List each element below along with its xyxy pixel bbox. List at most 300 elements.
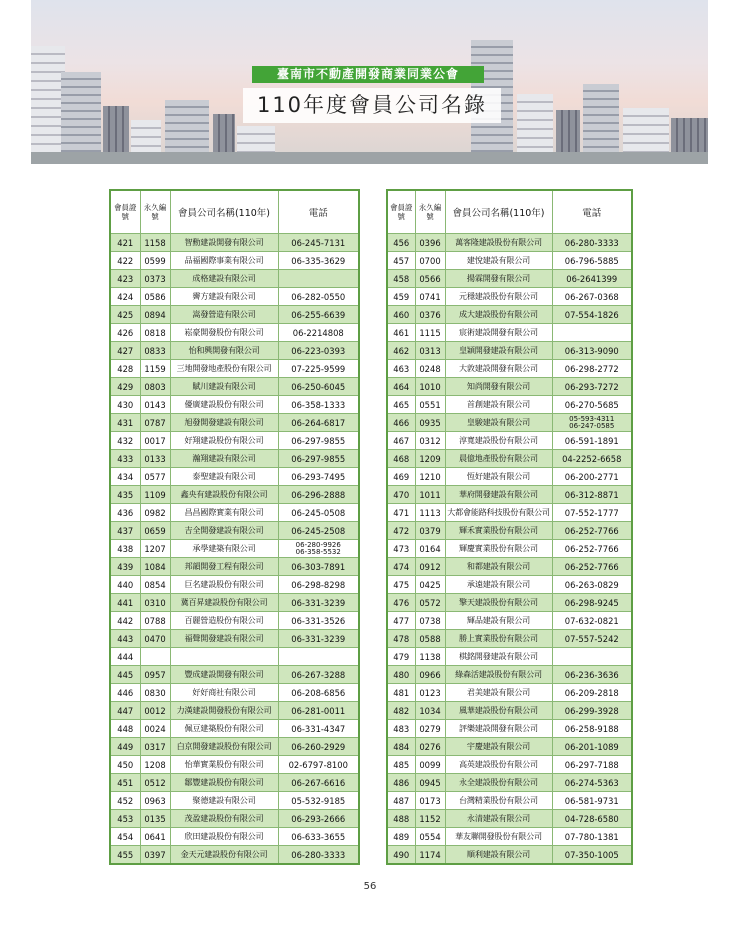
phone-cell: 06-335-3629 [278, 252, 359, 270]
member-no-cell: 469 [387, 468, 415, 486]
phone-cell: 06-331-4347 [278, 720, 359, 738]
phone-cell [552, 324, 632, 342]
perm-no-cell: 1113 [415, 504, 445, 522]
company-name-cell: 賦川建設有限公司 [170, 378, 278, 396]
table-row [387, 342, 632, 360]
phone-cell: 06-281-0011 [278, 702, 359, 720]
table-row [110, 684, 359, 702]
member-no-cell: 474 [387, 558, 415, 576]
perm-no-cell: 1158 [140, 234, 170, 252]
table-row [387, 450, 632, 468]
member-no-cell: 466 [387, 414, 415, 432]
company-name-cell: 好翔建設股份有限公司 [170, 432, 278, 450]
company-name-cell [170, 648, 278, 666]
company-name-cell: 怡和興開發有限公司 [170, 342, 278, 360]
company-name-cell: 大敦建設開發有限公司 [445, 360, 552, 378]
perm-no-cell: 0966 [415, 666, 445, 684]
member-no-cell: 488 [387, 810, 415, 828]
banner-building [31, 46, 65, 164]
company-name-cell: 棋銘開發建設有限公司 [445, 648, 552, 666]
company-name-cell: 旭發開發建設有限公司 [170, 414, 278, 432]
perm-no-cell: 0957 [140, 666, 170, 684]
perm-no-cell: 0700 [415, 252, 445, 270]
perm-no-cell: 0312 [415, 432, 445, 450]
phone-cell: 07-557-5242 [552, 630, 632, 648]
table-row [387, 594, 632, 612]
member-no-cell: 477 [387, 612, 415, 630]
company-name-cell: 佩豆建築股份有限公司 [170, 720, 278, 738]
table-row [387, 306, 632, 324]
table-row [110, 756, 359, 774]
perm-no-cell: 0566 [415, 270, 445, 288]
perm-no-cell: 0854 [140, 576, 170, 594]
table-row [110, 540, 359, 558]
member-no-cell: 441 [110, 594, 140, 612]
perm-no-cell: 0173 [415, 792, 445, 810]
perm-no-cell: 0024 [140, 720, 170, 738]
phone-cell: 06-298-9245 [552, 594, 632, 612]
phone-cell: 06-200-2771 [552, 468, 632, 486]
phone-cell: 04-2252-6658 [552, 450, 632, 468]
company-name-cell: 華府開發建設有限公司 [445, 486, 552, 504]
company-name-cell: 擎天建設股份有限公司 [445, 594, 552, 612]
header-phone: 電話 [278, 190, 359, 234]
phone-cell: 07-552-1777 [552, 504, 632, 522]
member-no-cell: 434 [110, 468, 140, 486]
member-no-cell: 462 [387, 342, 415, 360]
table-row [110, 360, 359, 378]
company-name-cell: 晨億地產股份有限公司 [445, 450, 552, 468]
member-no-cell: 476 [387, 594, 415, 612]
member-no-cell: 481 [387, 684, 415, 702]
phone-cell: 06-331-3526 [278, 612, 359, 630]
perm-no-cell: 0164 [415, 540, 445, 558]
phone-cell: 06-296-2888 [278, 486, 359, 504]
header-member-no: 會員證號 [387, 190, 415, 234]
table-row [387, 522, 632, 540]
phone-cell: 06-297-9855 [278, 432, 359, 450]
table-row [387, 288, 632, 306]
phone-cell: 06-297-7188 [552, 756, 632, 774]
phone-cell: 06-252-7766 [552, 540, 632, 558]
perm-no-cell: 0376 [415, 306, 445, 324]
company-name-cell: 君美建設有限公司 [445, 684, 552, 702]
table-row [387, 774, 632, 792]
company-name-cell: 嵩發營造有限公司 [170, 306, 278, 324]
phone-cell: 06-297-9855 [278, 450, 359, 468]
phone-cell: 07-780-1381 [552, 828, 632, 846]
perm-no-cell: 0554 [415, 828, 445, 846]
member-no-cell: 424 [110, 288, 140, 306]
table-row [387, 756, 632, 774]
perm-no-cell: 1084 [140, 558, 170, 576]
member-no-cell: 456 [387, 234, 415, 252]
company-name-cell: 恆好建設有限公司 [445, 468, 552, 486]
table-row [110, 450, 359, 468]
member-no-cell: 479 [387, 648, 415, 666]
table-row [387, 486, 632, 504]
member-no-cell: 432 [110, 432, 140, 450]
company-name-cell: 承學建築有限公司 [170, 540, 278, 558]
member-no-cell: 421 [110, 234, 140, 252]
member-no-cell: 472 [387, 522, 415, 540]
table-row [387, 648, 632, 666]
company-name-cell: 順利建設有限公司 [445, 846, 552, 865]
perm-no-cell: 1152 [415, 810, 445, 828]
perm-no-cell: 0963 [140, 792, 170, 810]
perm-no-cell: 0833 [140, 342, 170, 360]
phone-cell: 06-245-7131 [278, 234, 359, 252]
table-row [110, 468, 359, 486]
perm-no-cell: 0894 [140, 306, 170, 324]
table-row [387, 234, 632, 252]
phone-cell: 06-270-5685 [552, 396, 632, 414]
perm-no-cell: 0017 [140, 432, 170, 450]
perm-no-cell: 0945 [415, 774, 445, 792]
perm-no-cell: 0373 [140, 270, 170, 288]
table-row [387, 666, 632, 684]
perm-no-cell: 0248 [415, 360, 445, 378]
company-name-cell: 宇慶建設有限公司 [445, 738, 552, 756]
member-no-cell: 446 [110, 684, 140, 702]
phone-cell: 06-2641399 [552, 270, 632, 288]
perm-no-cell: 0588 [415, 630, 445, 648]
member-no-cell: 431 [110, 414, 140, 432]
member-no-cell: 452 [110, 792, 140, 810]
phone-cell: 06-236-3636 [552, 666, 632, 684]
company-name-cell: 崧豪開發股份有限公司 [170, 324, 278, 342]
company-name-cell: 評樂建設開發有限公司 [445, 720, 552, 738]
table-row [387, 432, 632, 450]
phone-line: 06-247-0585 [569, 421, 615, 430]
table-row [387, 396, 632, 414]
table-row [387, 792, 632, 810]
perm-no-cell: 0577 [140, 468, 170, 486]
header-phone: 電話 [552, 190, 632, 234]
member-no-cell: 435 [110, 486, 140, 504]
table-row [110, 396, 359, 414]
company-name-cell: 輝慶實業股份有限公司 [445, 540, 552, 558]
phone-cell: 06-633-3655 [278, 828, 359, 846]
company-name-cell: 力漢建設開發股份有限公司 [170, 702, 278, 720]
company-name-cell: 高英建設股份有限公司 [445, 756, 552, 774]
table-row [387, 828, 632, 846]
member-no-cell: 436 [110, 504, 140, 522]
member-no-cell: 448 [110, 720, 140, 738]
table-row [110, 522, 359, 540]
table-row [110, 828, 359, 846]
phone-cell: 06-267-6616 [278, 774, 359, 792]
table-row [110, 504, 359, 522]
perm-no-cell: 1174 [415, 846, 445, 865]
table-row [110, 594, 359, 612]
perm-no-cell: 0470 [140, 630, 170, 648]
phone-cell: 06-313-9090 [552, 342, 632, 360]
company-name-cell: 品福國際事業有限公司 [170, 252, 278, 270]
phone-cell: 07-632-0821 [552, 612, 632, 630]
member-no-cell: 442 [110, 612, 140, 630]
table-row [110, 378, 359, 396]
member-no-cell: 423 [110, 270, 140, 288]
phone-line: 06-358-5532 [295, 547, 341, 556]
phone-cell: 06-2214808 [278, 324, 359, 342]
table-row [387, 468, 632, 486]
phone-cell: 06-201-1089 [552, 738, 632, 756]
phone-cell: 06-208-6856 [278, 684, 359, 702]
phone-line: 05-593-4311 [569, 414, 615, 423]
member-no-cell: 454 [110, 828, 140, 846]
company-name-cell: 華友聯開發股份有限公司 [445, 828, 552, 846]
table-row [387, 378, 632, 396]
table-row [387, 810, 632, 828]
member-no-cell: 445 [110, 666, 140, 684]
phone-cell: 06-298-8298 [278, 576, 359, 594]
table-row [110, 342, 359, 360]
phone-cell: 06-331-3239 [278, 594, 359, 612]
table-row [110, 738, 359, 756]
company-name-cell: 台灣精業股份有限公司 [445, 792, 552, 810]
perm-no-cell: 1011 [415, 486, 445, 504]
phone-cell: 07-225-9599 [278, 360, 359, 378]
perm-no-cell: 1010 [415, 378, 445, 396]
phone-cell: 06-293-7272 [552, 378, 632, 396]
member-no-cell: 439 [110, 558, 140, 576]
member-no-cell: 457 [387, 252, 415, 270]
table-row [110, 612, 359, 630]
phone-cell: 06-299-3928 [552, 702, 632, 720]
table-row [387, 504, 632, 522]
perm-no-cell: 0912 [415, 558, 445, 576]
company-name-cell: 皇穎開發建設有限公司 [445, 342, 552, 360]
member-table-left [109, 189, 360, 865]
member-no-cell: 464 [387, 378, 415, 396]
header-company-name: 會員公司名稱(110年) [445, 190, 552, 234]
table-row [110, 792, 359, 810]
phone-cell: 06-252-7766 [552, 522, 632, 540]
perm-no-cell: 0425 [415, 576, 445, 594]
company-name-cell: 欣田建設股份有限公司 [170, 828, 278, 846]
member-no-cell: 482 [387, 702, 415, 720]
perm-no-cell: 1138 [415, 648, 445, 666]
phone-cell: 06-274-5363 [552, 774, 632, 792]
perm-no-cell: 0012 [140, 702, 170, 720]
phone-cell: 06-263-0829 [552, 576, 632, 594]
member-no-cell: 483 [387, 720, 415, 738]
phone-cell: 06-252-7766 [552, 558, 632, 576]
company-name-cell: 宸術建設開發有限公司 [445, 324, 552, 342]
member-no-cell: 437 [110, 522, 140, 540]
phone-cell: 02-6797-8100 [278, 756, 359, 774]
perm-no-cell: 0512 [140, 774, 170, 792]
phone-cell: 05-532-9185 [278, 792, 359, 810]
perm-no-cell: 0572 [415, 594, 445, 612]
header-company-name: 會員公司名稱(110年) [170, 190, 278, 234]
member-no-cell: 455 [110, 846, 140, 865]
member-no-cell: 422 [110, 252, 140, 270]
table-row [387, 612, 632, 630]
member-no-cell: 475 [387, 576, 415, 594]
table-row [387, 630, 632, 648]
member-no-cell: 458 [387, 270, 415, 288]
member-no-cell: 444 [110, 648, 140, 666]
member-no-cell: 490 [387, 846, 415, 865]
table-row [110, 234, 359, 252]
company-name-cell: 建悅建設有限公司 [445, 252, 552, 270]
member-no-cell: 451 [110, 774, 140, 792]
perm-no-cell: 0818 [140, 324, 170, 342]
phone-cell: 06-591-1891 [552, 432, 632, 450]
table-row [110, 252, 359, 270]
table-row [110, 558, 359, 576]
table-row [110, 306, 359, 324]
table-row [387, 702, 632, 720]
table-row [387, 270, 632, 288]
association-name: 臺南市不動產開發商業同業公會 [252, 66, 484, 83]
company-name-cell: 霽方建設有限公司 [170, 288, 278, 306]
company-name-cell: 風華建設股份有限公司 [445, 702, 552, 720]
table-row [110, 648, 359, 666]
header-perm-no: 永久編號 [415, 190, 445, 234]
table-row [387, 558, 632, 576]
company-name-cell: 元穩建設股份有限公司 [445, 288, 552, 306]
company-name-cell: 和都建設有限公司 [445, 558, 552, 576]
phone-cell: 06-245-0508 [278, 504, 359, 522]
member-no-cell: 465 [387, 396, 415, 414]
perm-no-cell: 0787 [140, 414, 170, 432]
perm-no-cell: 1115 [415, 324, 445, 342]
member-no-cell: 478 [387, 630, 415, 648]
perm-no-cell: 0317 [140, 738, 170, 756]
member-no-cell: 440 [110, 576, 140, 594]
member-no-cell: 425 [110, 306, 140, 324]
perm-no-cell: 0133 [140, 450, 170, 468]
table-row [110, 576, 359, 594]
table-row [387, 360, 632, 378]
member-no-cell: 443 [110, 630, 140, 648]
phone-cell: 06-796-5885 [552, 252, 632, 270]
perm-no-cell: 1034 [415, 702, 445, 720]
member-no-cell: 429 [110, 378, 140, 396]
phone-cell: 06-303-7891 [278, 558, 359, 576]
table-row [110, 432, 359, 450]
company-name-cell: 三地開發地產股份有限公司 [170, 360, 278, 378]
perm-no-cell: 0379 [415, 522, 445, 540]
company-name-cell: 永全建設股份有限公司 [445, 774, 552, 792]
table-row [387, 738, 632, 756]
member-no-cell: 453 [110, 810, 140, 828]
perm-no-cell [140, 648, 170, 666]
company-name-cell: 皇駿建設有限公司 [445, 414, 552, 432]
perm-no-cell: 1210 [415, 468, 445, 486]
table-row [110, 702, 359, 720]
company-name-cell: 大都會能路科技股份有限公司 [445, 504, 552, 522]
member-no-cell: 460 [387, 306, 415, 324]
perm-no-cell: 1109 [140, 486, 170, 504]
member-no-cell: 486 [387, 774, 415, 792]
table-row [387, 684, 632, 702]
company-name-cell: 輝品建設有限公司 [445, 612, 552, 630]
member-no-cell: 449 [110, 738, 140, 756]
phone-cell: 06-264-6817 [278, 414, 359, 432]
table-row [110, 630, 359, 648]
phone-cell: 06-358-1333 [278, 396, 359, 414]
member-no-cell: 473 [387, 540, 415, 558]
company-name-cell: 好好商社有限公司 [170, 684, 278, 702]
table-row [110, 810, 359, 828]
phone-cell: 06-282-0550 [278, 288, 359, 306]
table-row [110, 846, 359, 865]
company-name-cell: 冀百昇建設股份有限公司 [170, 594, 278, 612]
phone-cell: 06-331-3239 [278, 630, 359, 648]
table-row [387, 324, 632, 342]
table-row [387, 540, 632, 558]
company-name-cell: 金天元建設股份有限公司 [170, 846, 278, 865]
company-name-cell: 福聲開發建設有限公司 [170, 630, 278, 648]
phone-cell: 06-293-2666 [278, 810, 359, 828]
member-no-cell: 430 [110, 396, 140, 414]
member-no-cell: 480 [387, 666, 415, 684]
perm-no-cell: 0397 [140, 846, 170, 865]
perm-no-cell: 0310 [140, 594, 170, 612]
phone-cell: 06-209-2818 [552, 684, 632, 702]
phone-cell: 06-298-2772 [552, 360, 632, 378]
table-row [110, 324, 359, 342]
member-no-cell: 470 [387, 486, 415, 504]
phone-cell [552, 648, 632, 666]
company-name-cell: 永清建設有限公司 [445, 810, 552, 828]
company-name-cell: 萬客隆建設股份有限公司 [445, 234, 552, 252]
header-perm-no: 永久編號 [140, 190, 170, 234]
header-member-no: 會員證號 [110, 190, 140, 234]
company-name-cell: 豐成建設開發有限公司 [170, 666, 278, 684]
member-no-cell: 438 [110, 540, 140, 558]
phone-cell [278, 540, 359, 558]
perm-no-cell: 0659 [140, 522, 170, 540]
perm-no-cell: 0935 [415, 414, 445, 432]
perm-no-cell: 0143 [140, 396, 170, 414]
phone-cell [552, 414, 632, 432]
member-no-cell: 426 [110, 324, 140, 342]
perm-no-cell: 0641 [140, 828, 170, 846]
company-name-cell: 白京開發建設股份有限公司 [170, 738, 278, 756]
company-name-cell: 首創建設有限公司 [445, 396, 552, 414]
member-no-cell: 428 [110, 360, 140, 378]
perm-no-cell: 0279 [415, 720, 445, 738]
company-name-cell: 優廣建設股份有限公司 [170, 396, 278, 414]
phone-cell: 06-280-3333 [278, 846, 359, 865]
company-name-cell: 茂盈建設股份有限公司 [170, 810, 278, 828]
company-name-cell: 昌昌國際實業有限公司 [170, 504, 278, 522]
table-row [110, 414, 359, 432]
company-name-cell: 淳寬建設股份有限公司 [445, 432, 552, 450]
company-name-cell: 成格建設有限公司 [170, 270, 278, 288]
table-row [110, 270, 359, 288]
page-number: 56 [363, 881, 377, 892]
table-row [110, 666, 359, 684]
company-name-cell: 百麗營造股份有限公司 [170, 612, 278, 630]
table-row [110, 720, 359, 738]
table-row [387, 846, 632, 865]
table-row [387, 414, 632, 432]
member-no-cell: 467 [387, 432, 415, 450]
perm-no-cell: 1207 [140, 540, 170, 558]
table-row [110, 288, 359, 306]
phone-cell: 06-260-2929 [278, 738, 359, 756]
member-no-cell: 489 [387, 828, 415, 846]
perm-no-cell: 0396 [415, 234, 445, 252]
phone-cell [278, 648, 359, 666]
company-name-cell: 知尚開發有限公司 [445, 378, 552, 396]
